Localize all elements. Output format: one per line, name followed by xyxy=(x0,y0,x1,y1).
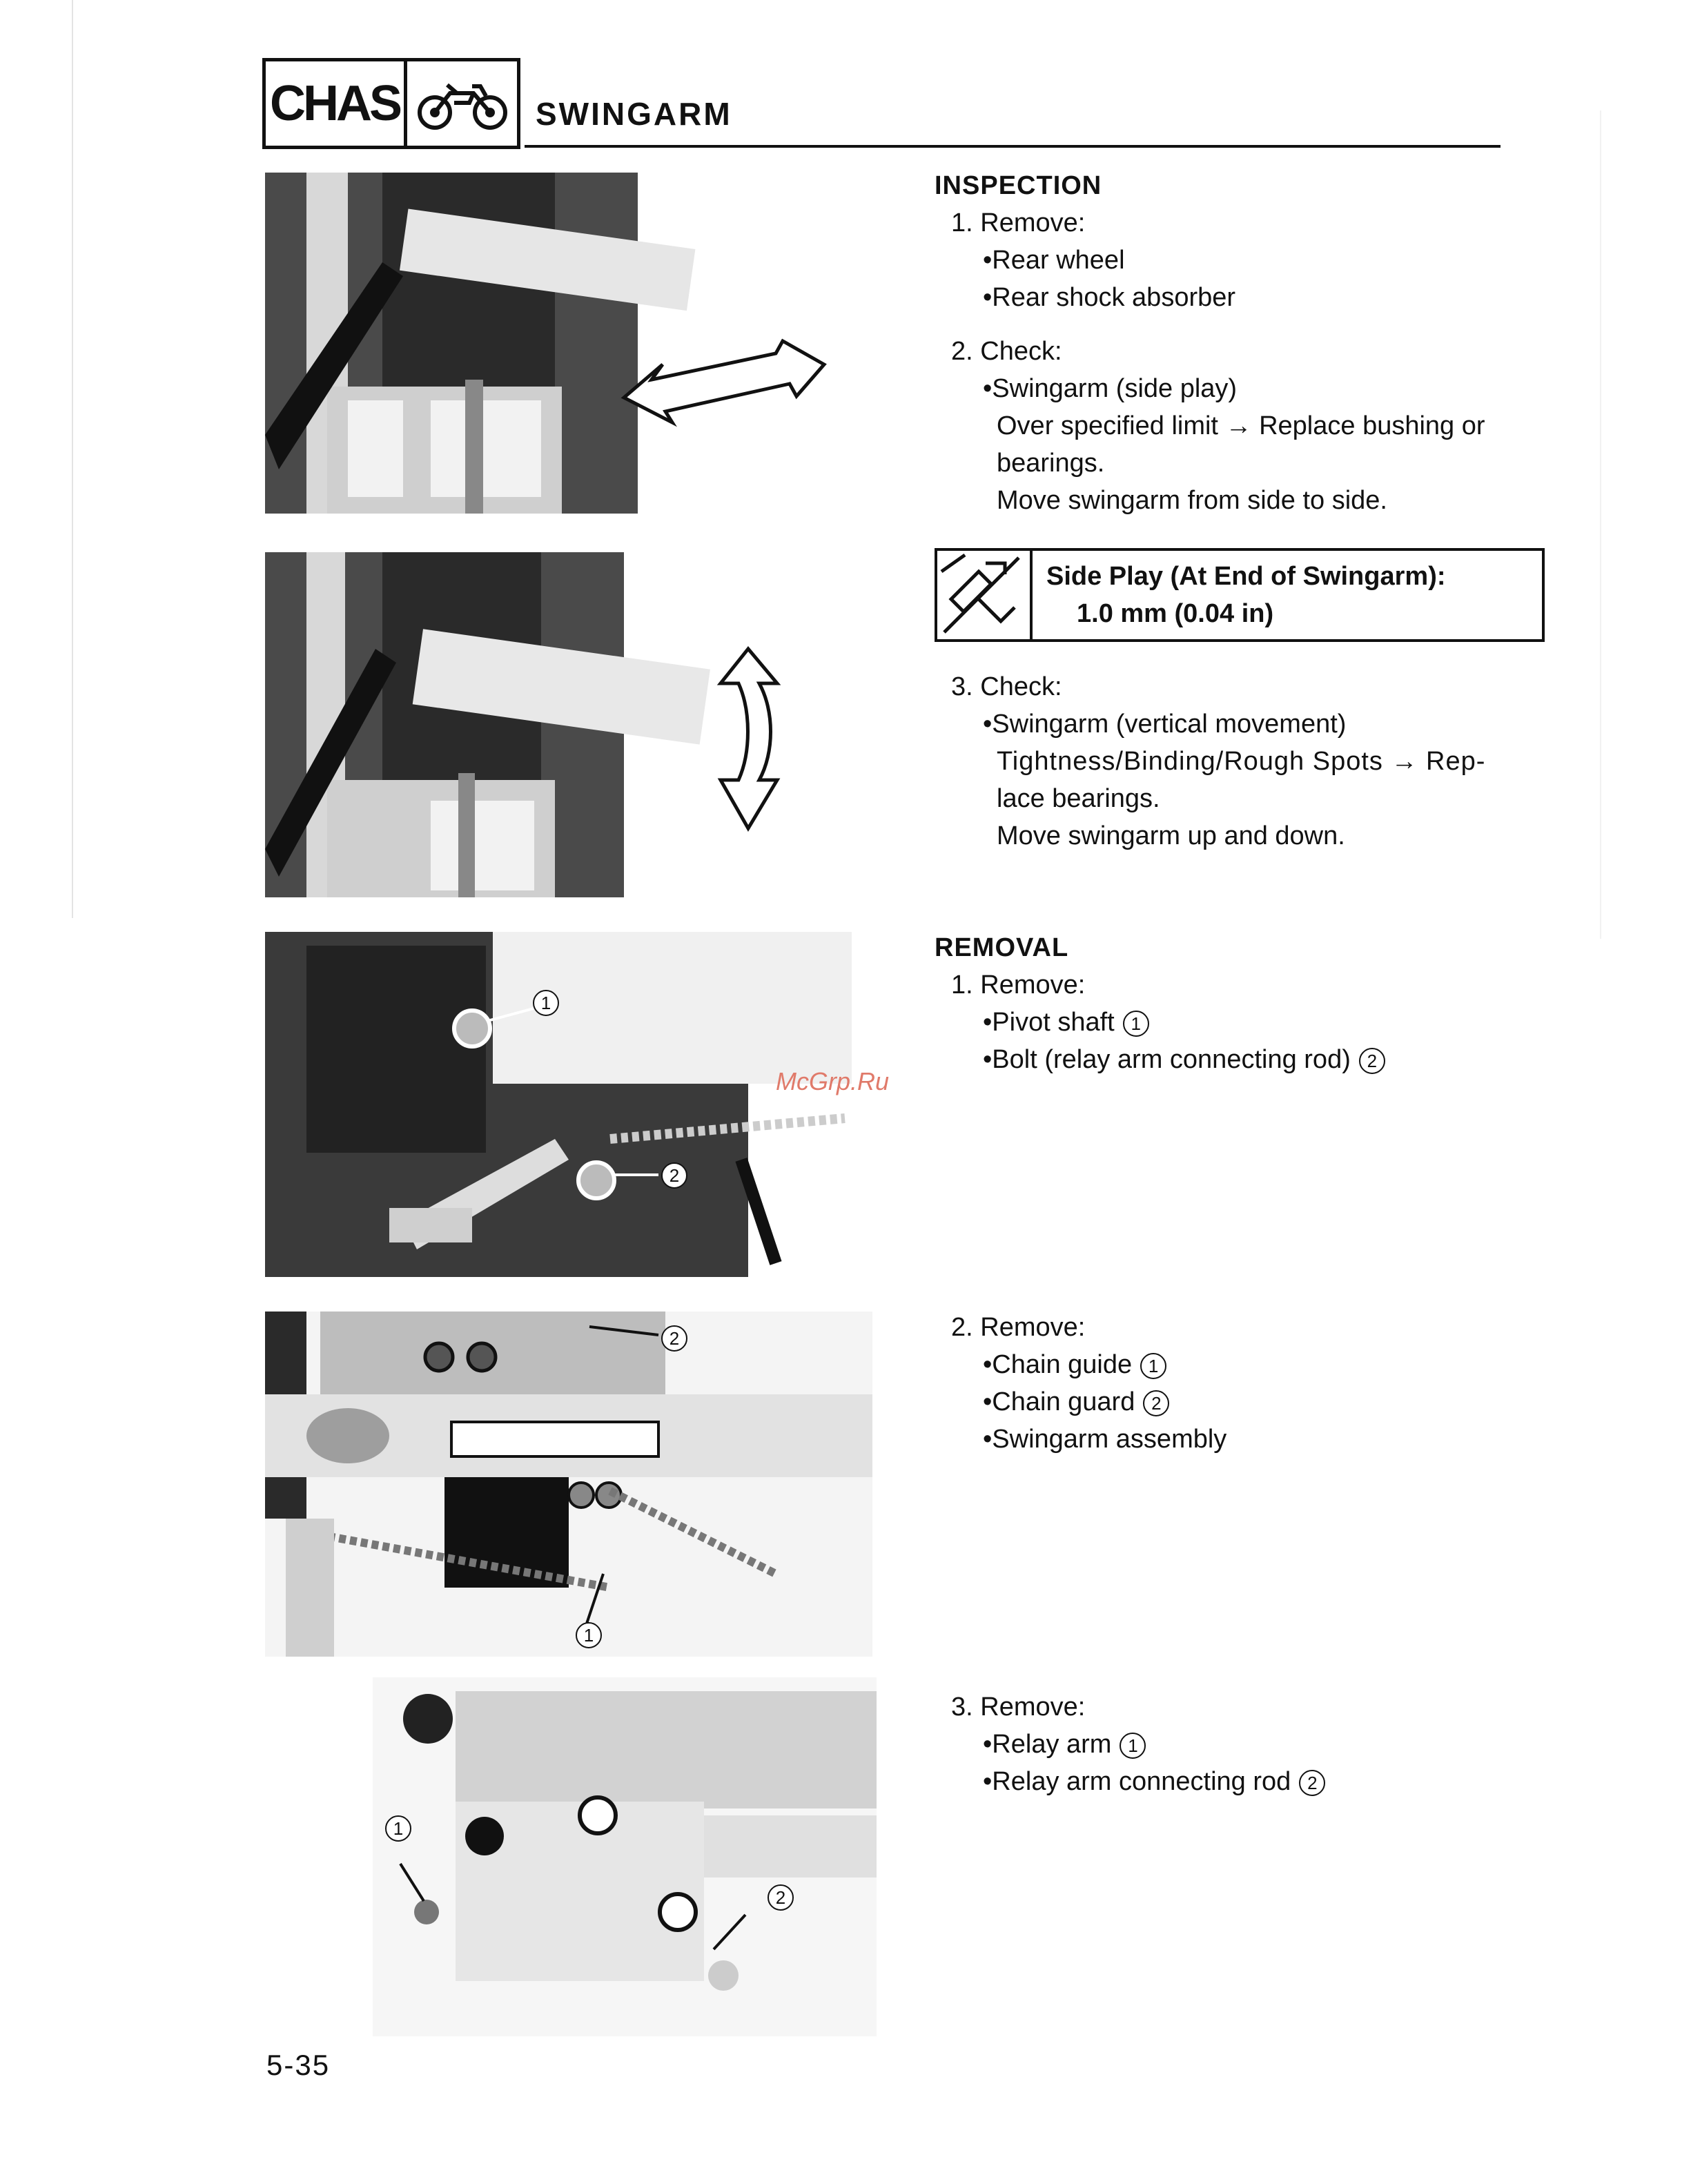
photo-callout-1: 1 xyxy=(385,1815,411,1842)
header-rule xyxy=(525,145,1501,148)
watermark: McGrp.Ru xyxy=(776,1067,890,1095)
scan-edge-line xyxy=(72,0,73,918)
photo-swingarm-vertical-movement xyxy=(265,552,803,897)
inspection-step-2-item: •Swingarm (side play) xyxy=(983,374,1238,403)
spec-box xyxy=(935,548,1545,642)
inspection-step-1-item: •Rear shock absorber xyxy=(983,283,1236,312)
photo-chain-guide-guard xyxy=(265,1312,872,1657)
inspection-step-3-item: Tightness/Binding/Rough Spots → Rep- xyxy=(997,747,1486,776)
callout-number: 1 xyxy=(1140,1353,1166,1379)
callout-number: 2 xyxy=(1299,1770,1325,1796)
removal-step-1-item xyxy=(983,1004,1149,1041)
inspection-step-3-item: lace bearings. xyxy=(997,784,1160,813)
photo-callout-2: 2 xyxy=(661,1325,687,1352)
removal-step-2-label: 2. Remove: xyxy=(951,1313,1086,1342)
inspection-step-2-item: Over specified limit → Replace bushing or xyxy=(997,411,1485,440)
removal-item-text: •Pivot shaft xyxy=(983,1008,1115,1037)
photo-callout-1: 1 xyxy=(576,1622,602,1648)
removal-step-1-label: 1. Remove: xyxy=(951,971,1086,1000)
photo-pivot-shaft-bolt xyxy=(265,932,886,1277)
page-number: 5-35 xyxy=(266,2049,331,2081)
inspection-step-2-label: 2. Check: xyxy=(951,337,1062,366)
page-title: SWINGARM xyxy=(536,96,732,132)
inspection-step-2-item: Move swingarm from side to side. xyxy=(997,486,1387,515)
removal-item-text: •Chain guide xyxy=(983,1350,1133,1379)
callout-number: 2 xyxy=(1143,1390,1169,1416)
removal-step-3-label: 3. Remove: xyxy=(951,1693,1086,1722)
removal-item-text: •Bolt (relay arm connecting rod) xyxy=(983,1045,1351,1074)
removal-item-text: •Chain guard xyxy=(983,1387,1135,1416)
inspection-step-3-item: Move swingarm up and down. xyxy=(997,821,1345,850)
spec-line-1: Side Play (At End of Swingarm): xyxy=(1046,562,1446,591)
inspection-step-2-item: bearings. xyxy=(997,449,1105,478)
caliper-icon xyxy=(937,551,1033,639)
photo-callout-1: 1 xyxy=(533,990,559,1016)
removal-item-text: •Swingarm assembly xyxy=(983,1425,1227,1454)
inspection-step-3-item: •Swingarm (vertical movement) xyxy=(983,710,1347,739)
spec-line-2: 1.0 mm (0.04 in) xyxy=(1077,599,1274,628)
photo-swingarm-side-play xyxy=(265,173,831,514)
photo-callout-2: 2 xyxy=(768,1884,794,1911)
removal-item-text: •Relay arm connecting rod xyxy=(983,1767,1291,1796)
scan-edge-line xyxy=(1600,110,1601,939)
callout-number: 1 xyxy=(1123,1011,1149,1037)
inspection-step-3-label: 3. Check: xyxy=(951,672,1062,701)
inspection-step-1-item: •Rear wheel xyxy=(983,246,1125,275)
section-badge xyxy=(262,58,520,149)
removal-step-3-item xyxy=(983,1726,1146,1763)
removal-step-2-item xyxy=(983,1421,1226,1458)
removal-heading: REMOVAL xyxy=(935,933,1069,962)
removal-item-text: •Relay arm xyxy=(983,1730,1112,1759)
removal-step-1-item xyxy=(983,1041,1385,1078)
callout-number: 1 xyxy=(1120,1733,1146,1759)
photo-callout-2: 2 xyxy=(661,1162,687,1189)
inspection-step-1-label: 1. Remove: xyxy=(951,208,1086,237)
section-code: CHAS xyxy=(266,61,407,146)
photo-relay-arm xyxy=(373,1677,877,2036)
motorcycle-icon xyxy=(407,61,518,146)
inspection-heading: INSPECTION xyxy=(935,171,1102,200)
spec-text xyxy=(1046,558,1446,632)
callout-number: 2 xyxy=(1359,1048,1385,1074)
removal-step-3-item xyxy=(983,1763,1325,1800)
removal-step-2-item xyxy=(983,1383,1169,1421)
removal-step-2-item xyxy=(983,1346,1166,1383)
